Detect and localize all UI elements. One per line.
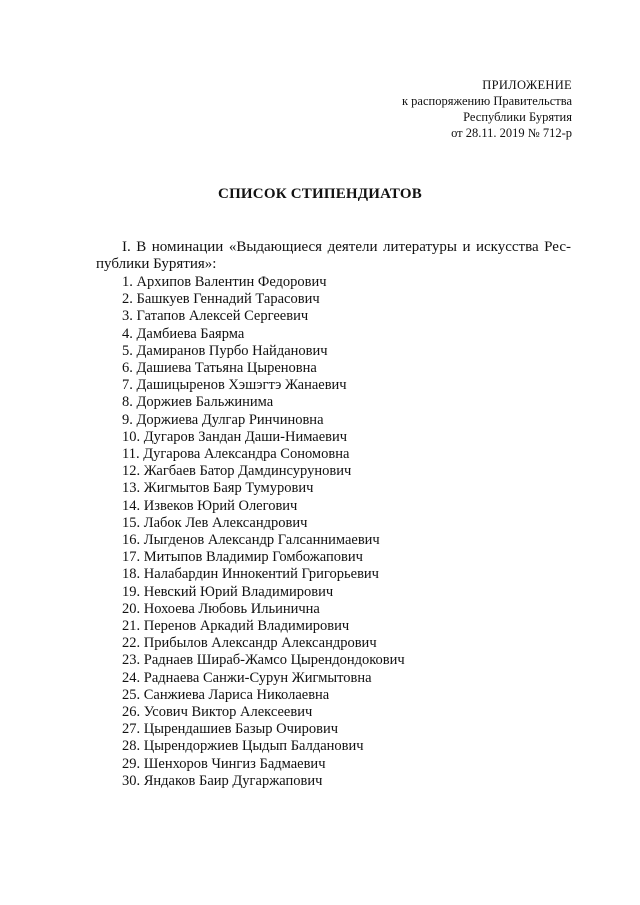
list-item: 11. Дугарова Александра Сономовна bbox=[122, 446, 350, 463]
recipient-list bbox=[122, 274, 405, 790]
list-item: 22. Прибылов Александр Александрович bbox=[122, 635, 377, 652]
section-heading-line-1: I. В номинации «Выдающиеся деятели литературы и искусства Рес- bbox=[122, 239, 571, 255]
list-item: 5. Дамиранов Пурбо Найданович bbox=[122, 342, 328, 359]
list-item: 26. Усович Виктор Алексеевич bbox=[122, 704, 313, 721]
list-item: 20. Нохоева Любовь Ильинична bbox=[122, 600, 320, 617]
list-item: 15. Лабок Лев Александрович bbox=[122, 514, 308, 531]
document-title: СПИСОК СТИПЕНДИАТОВ bbox=[218, 186, 422, 202]
list-item: 16. Лыгденов Александр Галсаннимаевич bbox=[122, 532, 380, 549]
list-item: 6. Дашиева Татьяна Цыреновна bbox=[122, 360, 317, 377]
list-item: 9. Доржиева Дулгар Ринчиновна bbox=[122, 411, 324, 428]
list-item: 8. Доржиев Бальжинима bbox=[122, 394, 274, 411]
list-item: 19. Невский Юрий Владимирович bbox=[122, 583, 334, 600]
annex-header bbox=[402, 77, 572, 141]
annex-date-number: от 28.11. 2019 № 712-р bbox=[451, 126, 572, 140]
list-item: 14. Извеков Юрий Олегович bbox=[122, 497, 298, 514]
list-item: 3. Гатапов Алексей Сергеевич bbox=[122, 308, 309, 325]
list-item: 25. Санжиева Лариса Николаевна bbox=[122, 686, 330, 703]
list-item: 28. Цырендоржиев Цыдып Балданович bbox=[122, 738, 364, 755]
annex-decree-line: к распоряжению Правительства bbox=[401, 94, 572, 108]
list-item: 27. Цырендашиев Базыр Очирович bbox=[122, 721, 339, 738]
section-heading-line-2: публики Бурятия»: bbox=[96, 256, 217, 272]
list-item: 17. Митыпов Владимир Гомбожапович bbox=[122, 549, 363, 566]
list-item: 1. Архипов Валентин Федорович bbox=[122, 274, 327, 290]
annex-heading: ПРИЛОЖЕНИЕ bbox=[482, 78, 572, 92]
list-item: 21. Перенов Аркадий Владимирович bbox=[122, 618, 350, 635]
list-item: 10. Дугаров Зандан Даши-Нимаевич bbox=[122, 428, 348, 445]
list-item: 7. Дашицыренов Хэшэгтэ Жанаевич bbox=[122, 377, 347, 394]
list-item: 24. Раднаева Санжи-Сурун Жигмытовна bbox=[122, 669, 372, 686]
list-item: 13. Жигмытов Баяр Тумурович bbox=[122, 480, 314, 497]
section-heading bbox=[96, 239, 571, 273]
list-item: 23. Раднаев Шираб-Жамсо Цырендондокович bbox=[122, 652, 405, 669]
list-item: 4. Дамбиева Баярма bbox=[122, 325, 245, 342]
annex-republic-line: Республики Бурятия bbox=[463, 110, 572, 124]
list-item: 12. Жагбаев Батор Дамдинсурунович bbox=[122, 463, 352, 480]
list-item: 29. Шенхоров Чингиз Бадмаевич bbox=[122, 755, 326, 772]
list-item: 18. Налабардин Иннокентий Григорьевич bbox=[122, 566, 379, 583]
list-item: 2. Башкуев Геннадий Тарасович bbox=[122, 291, 320, 308]
list-item: 30. Яндаков Баир Дугаржапович bbox=[122, 772, 323, 789]
